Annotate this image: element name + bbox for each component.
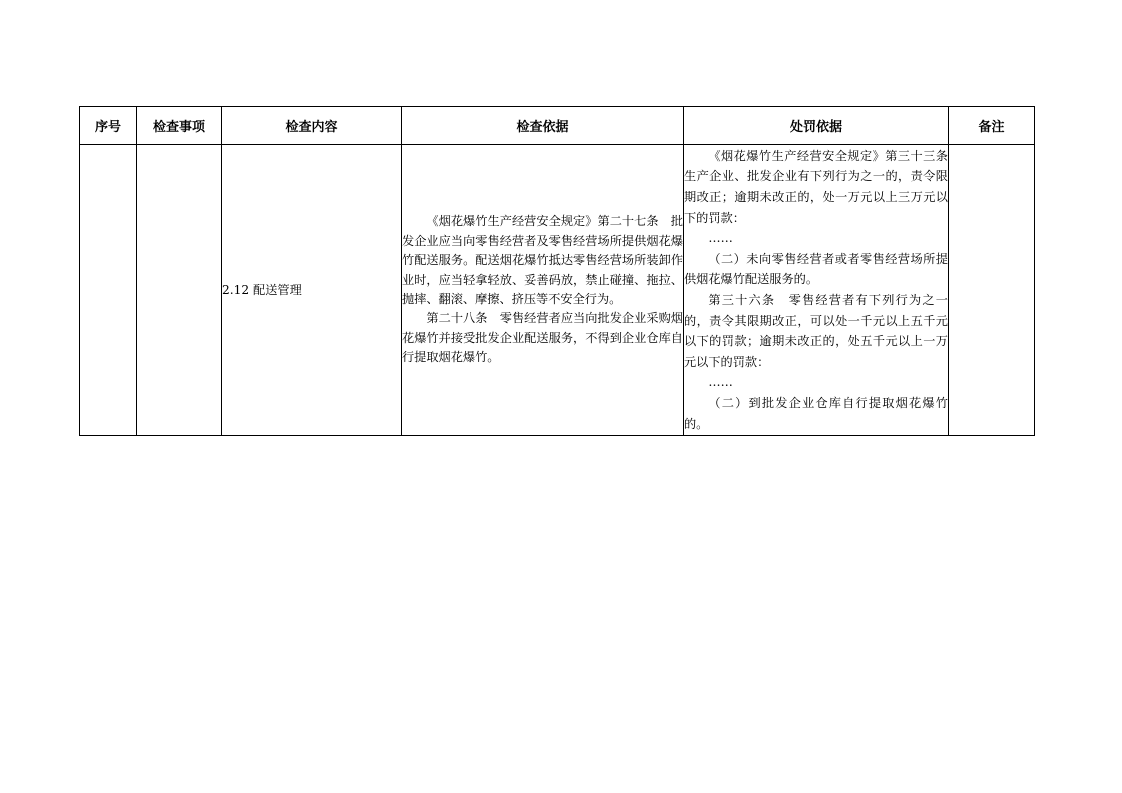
- basis-paragraph: 第二十八条 零售经营者应当向批发企业采购烟花爆竹并接受批发企业配送服务，不得到企业仓库自行提取烟花爆竹。: [402, 311, 683, 365]
- header-remark: 备注: [949, 107, 1035, 145]
- cell-check-item: [137, 145, 222, 436]
- cell-penalty-basis: [684, 145, 961, 436]
- penalty-paragraph: 《烟花爆竹生产经营安全规定》第三十三条 生产企业、批发企业有下列行为之一的，责令限期改正；逾期未改正的，处一万元以上三万元以下的罚款：: [684, 148, 961, 225]
- cell-check-content: 2.12 配送管理: [222, 145, 402, 436]
- penalty-paragraph: （二）到批发企业仓库自行提取烟花爆竹的。: [684, 395, 948, 431]
- inspection-table: [79, 106, 1035, 436]
- header-penalty-basis: 处罚依据: [684, 107, 949, 145]
- header-check-content: 检查内容: [222, 107, 402, 145]
- penalty-paragraph: 第三十六条 零售经营者有下列行为之一的，责令其限期改正，可以处一千元以上五千元以下的罚款；逾期未改正的，处五千元以上一万元以下的罚款：: [684, 293, 948, 369]
- header-index: 序号: [80, 107, 137, 145]
- penalty-ellipsis: ……: [708, 231, 733, 246]
- cell-remark: [949, 145, 1035, 436]
- penalty-ellipsis: ……: [708, 375, 733, 390]
- header-check-item: 检查事项: [137, 107, 222, 145]
- penalty-paragraph: （二）未向零售经营者或者零售经营场所提供烟花爆竹配送服务的。: [684, 251, 948, 287]
- table-row: [80, 145, 1035, 436]
- cell-index: [80, 145, 137, 436]
- header-row: [80, 107, 1035, 145]
- cell-check-basis: [402, 145, 684, 436]
- header-check-basis: 检查依据: [402, 107, 684, 145]
- basis-paragraph: 《烟花爆竹生产经营安全规定》第二十七条 批发企业应当向零售经营者及零售经营场所提供烟花爆竹配送服务。配送烟花爆竹抵达零售经营场所装卸作业时，应当轻拿轻放、妥善码放，禁止碰撞、拖拉、抛摔、翻滚、摩擦、挤压等不安全行为。: [402, 214, 683, 306]
